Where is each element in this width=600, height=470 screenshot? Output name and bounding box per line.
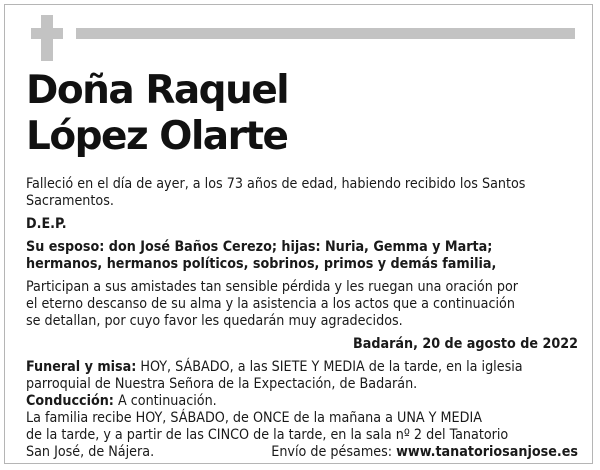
- funeral-info: [26, 359, 578, 393]
- deceased-name: [26, 68, 288, 160]
- funeral-line1: HOY, SÁBADO, a las SIETE Y MEDIA de la tarde, en la iglesia: [136, 359, 523, 375]
- header-rule: [76, 28, 575, 39]
- reception-line3: San José, de Nájera.: [26, 444, 155, 460]
- condolences-label: Envío de pésames:: [271, 444, 397, 460]
- reception-line1: La familia recibe HOY, SÁBADO, de ONCE de la mañana a UNA Y MEDIA: [26, 410, 482, 426]
- reception-line2: de la tarde, y a partir de las CINCO de la tarde, en la sala nº 2 del Tanatorio: [26, 427, 509, 443]
- place-date: Badarán, 20 de agosto de 2022: [352, 336, 578, 352]
- condolences: [271, 444, 578, 461]
- funeral-line2: parroquial de Nuestra Señora de la Expectación, de Badarán.: [26, 376, 418, 392]
- deceased-name-line2: López Olarte: [26, 114, 288, 159]
- death-notice: [26, 176, 578, 210]
- family-line2: hermanos, hermanos políticos, sobrinos, primos y demás familia,: [26, 256, 497, 272]
- reception-info: [26, 410, 578, 444]
- death-notice-line1: Falleció en el día de ayer, a los 73 años de edad, habiendo recibido los Santos: [26, 176, 526, 192]
- conduction-label: Conducción:: [26, 393, 114, 409]
- death-notice-line2: Sacramentos.: [26, 193, 114, 209]
- conduction-info: [26, 393, 578, 410]
- reception-footer-line: [26, 444, 578, 461]
- prayer-request: [26, 279, 578, 330]
- family-list: [26, 239, 578, 273]
- cross-icon: [31, 15, 63, 61]
- request-line1: Participan a sus amistades tan sensible pérdida y les ruegan una oración por: [26, 279, 519, 295]
- deceased-name-line1: Doña Raquel: [26, 68, 289, 113]
- condolences-link[interactable]: www.tanatoriosanjose.es: [396, 444, 578, 460]
- request-line3: se detallan, por cuyo favor les quedarán muy agradecidos.: [26, 313, 403, 329]
- funeral-label: Funeral y misa:: [26, 359, 137, 375]
- conduction-text: A continuación.: [113, 393, 217, 409]
- dep-label: D.E.P.: [26, 216, 67, 232]
- request-line2: el eterno descanso de su alma y la asistencia a los actos que a continuación: [26, 296, 515, 312]
- family-line1: Su esposo: don José Baños Cerezo; hijas: Nuria, Gemma y Marta;: [26, 239, 493, 255]
- obituary-body: [26, 176, 578, 461]
